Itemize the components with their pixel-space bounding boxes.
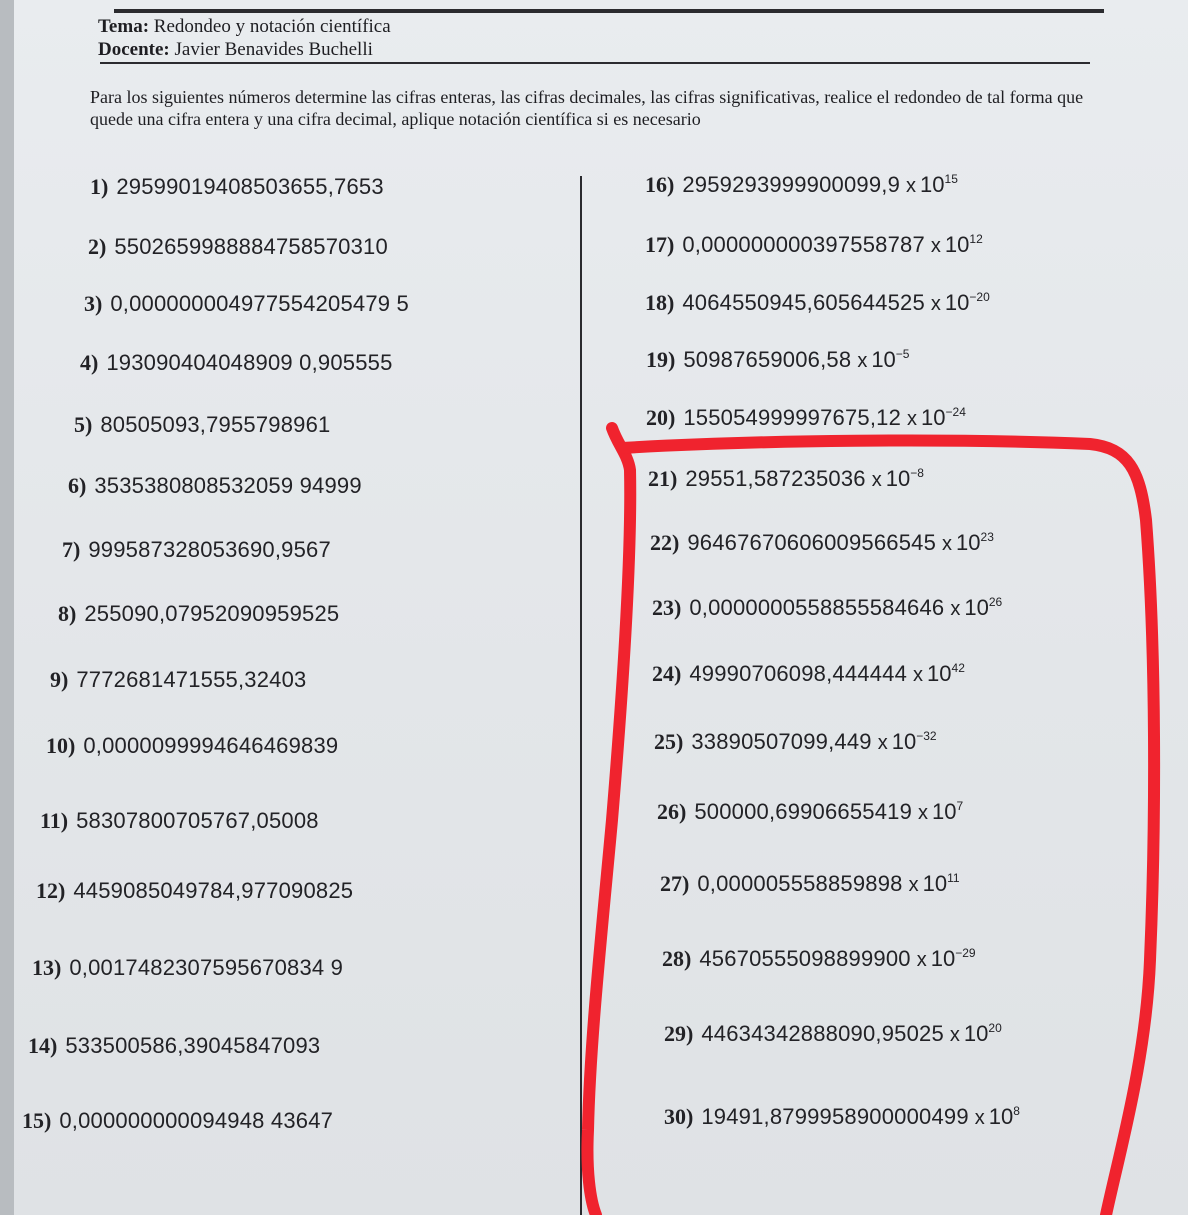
instructions: Para los siguientes números determine las cifras enteras, las cifras decimales, las cifras significativas, realice el redondeo de tal forma que quede una cifra entera y una cifra decimal, aplique notación científica si es necesario: [90, 87, 1084, 129]
exercise-number: 2): [88, 234, 107, 259]
power-base: 10: [891, 729, 917, 754]
power-exponent: −29: [955, 946, 976, 960]
times-sign: x: [950, 598, 961, 620]
exercise-item: [36, 878, 353, 904]
power-base: 10: [944, 290, 970, 315]
power-base: 10: [922, 871, 948, 896]
power-exponent: 7: [956, 799, 964, 813]
exercise-number: 26): [657, 799, 687, 824]
power-base: 10: [871, 347, 896, 372]
exercise-value: 29599019408503655,7653: [116, 174, 384, 199]
exercise-value: 33890507099,449: [691, 729, 872, 754]
times-sign: x: [871, 469, 882, 491]
exercise-number: 5): [74, 412, 93, 437]
exercise-value: 44634342888090,95025: [701, 1021, 944, 1046]
exercise-value: 96467670606009566545: [687, 530, 937, 555]
exercise-number: 15): [22, 1108, 52, 1133]
exercise-number: 18): [645, 290, 675, 315]
exercise-number: 8): [58, 601, 77, 626]
exercise-number: 19): [646, 347, 676, 372]
power-base: 10: [963, 1021, 989, 1046]
power-exponent: −32: [916, 729, 937, 743]
exercise-number: 3): [84, 291, 103, 316]
exercise-item: [646, 347, 909, 373]
exercise-item: [22, 1108, 333, 1134]
power-exponent: 15: [944, 172, 958, 186]
times-sign: x: [974, 1107, 985, 1129]
exercise-item: [654, 729, 937, 755]
exercise-item: [58, 601, 339, 627]
exercise-value: 7772681471555,32403: [76, 667, 307, 692]
exercise-value: 4459085049784,977090825: [73, 878, 354, 903]
exercise-item: [645, 172, 958, 198]
exercise-value: 19491,8799958900000499: [701, 1104, 969, 1129]
exercise-item: [68, 473, 362, 499]
exercise-item: [88, 234, 388, 260]
exercise-value: 29551,587235036: [685, 466, 866, 491]
exercise-number: 10): [46, 733, 76, 758]
exercise-value: 0,0000000558855584646: [689, 595, 945, 620]
exercise-value: 0,000005558859898: [697, 871, 903, 896]
exercise-number: 24): [652, 661, 682, 686]
exercise-item: [652, 595, 1002, 621]
power-exponent: 23: [980, 530, 994, 544]
exercise-number: 4): [80, 350, 99, 375]
power-exponent: −5: [895, 347, 910, 361]
docente-value: Javier Benavides Buchelli: [174, 39, 373, 60]
power-exponent: 20: [988, 1021, 1002, 1035]
exercise-value: 2959293999900099,9: [682, 172, 901, 197]
exercise-item: [657, 799, 963, 825]
exercise-number: 13): [32, 955, 62, 980]
power-exponent: −24: [945, 405, 966, 419]
exercise-item: [32, 955, 343, 981]
power-exponent: 26: [988, 595, 1003, 609]
exercise-value: 533500586,39045847093: [65, 1033, 321, 1058]
power-base: 10: [944, 232, 970, 257]
power-base: 10: [956, 530, 981, 555]
exercise-number: 28): [662, 946, 692, 971]
exercise-item: [74, 412, 330, 438]
exercise-value: 50987659006,58: [683, 347, 852, 372]
power-exponent: −8: [910, 466, 924, 480]
exercise-number: 6): [68, 473, 87, 498]
exercise-item: [62, 537, 331, 563]
power-exponent: 12: [969, 232, 983, 246]
times-sign: x: [930, 293, 941, 315]
exercise-item: [664, 1021, 1002, 1047]
exercise-number: 25): [654, 729, 684, 754]
power-exponent: 42: [951, 661, 965, 675]
exercise-number: 16): [645, 172, 675, 197]
exercise-value: 999587328053690,9567: [88, 537, 331, 562]
exercise-value: 45670555098899900: [699, 946, 911, 971]
exercise-number: 11): [40, 808, 69, 833]
power-base: 10: [921, 405, 946, 430]
power-base: 10: [885, 466, 911, 491]
exercise-item: [648, 466, 924, 492]
exercise-number: 30): [664, 1104, 694, 1129]
exercise-value: 0,0000099994646469839: [83, 733, 339, 758]
top-rule: [114, 9, 1104, 13]
exercise-number: 1): [90, 174, 109, 199]
exercise-item: [40, 808, 319, 834]
docente-line: [98, 39, 373, 61]
power-base: 10: [927, 661, 952, 686]
exercise-number: 9): [50, 667, 69, 692]
exercise-value: 4064550945,605644525: [682, 290, 925, 315]
power-base: 10: [920, 172, 945, 197]
times-sign: x: [942, 533, 953, 555]
exercise-number: 7): [62, 537, 81, 562]
exercise-number: 17): [645, 232, 675, 257]
times-sign: x: [877, 732, 888, 754]
exercise-value: 0,000000000397558787: [682, 232, 925, 257]
exercise-item: [84, 291, 409, 317]
times-sign: x: [857, 350, 868, 372]
tema-label: Tema:: [98, 16, 150, 37]
exercise-value: 80505093,7955798961: [100, 412, 331, 437]
tema-line: [98, 16, 391, 38]
exercise-item: [80, 350, 393, 376]
power-exponent: 8: [1013, 1104, 1020, 1118]
exercise-value: 155054999997675,12: [683, 405, 902, 430]
exercise-value: 0,000000000094948 43647: [59, 1108, 334, 1133]
exercise-number: 21): [648, 466, 678, 491]
times-sign: x: [916, 949, 927, 971]
exercise-item: [645, 290, 990, 316]
exercise-value: 58307800705767,05008: [76, 808, 319, 833]
column-divider: [580, 176, 582, 1215]
exercise-number: 14): [28, 1033, 58, 1058]
exercise-value: 0,000000004977554205479 5: [110, 291, 409, 316]
power-base: 10: [988, 1104, 1014, 1129]
exercise-number: 23): [652, 595, 682, 620]
exercise-item: [650, 530, 994, 556]
exercise-value: 255090,07952090959525: [84, 601, 340, 626]
tema-value: Redondeo y notación científica: [153, 16, 391, 37]
exercise-item: [90, 174, 384, 200]
docente-label: Docente:: [98, 39, 170, 60]
power-exponent: 11: [947, 871, 960, 885]
exercise-item: [664, 1104, 1020, 1130]
power-base: 10: [964, 595, 989, 620]
exercise-number: 20): [646, 405, 676, 430]
exercise-number: 27): [660, 871, 690, 896]
exercise-value: 0,0017482307595670834 9: [69, 955, 344, 980]
power-exponent: −20: [969, 290, 990, 304]
times-sign: x: [949, 1024, 960, 1046]
header-rule: [100, 62, 1090, 64]
exercise-item: [662, 946, 976, 972]
exercise-item: [646, 405, 966, 431]
times-sign: x: [907, 408, 918, 430]
exercise-item: [652, 661, 965, 687]
power-base: 10: [930, 946, 956, 971]
times-sign: x: [930, 235, 941, 257]
exercise-item: [50, 667, 306, 693]
exercise-number: 29): [664, 1021, 694, 1046]
exercise-value: 500000,69906655419: [694, 799, 913, 824]
power-base: 10: [932, 799, 957, 824]
exercise-item: [28, 1033, 320, 1059]
exercise-value: 193090404048909 0,905555: [106, 350, 393, 375]
exercise-value: 49990706098,444444: [689, 661, 908, 686]
exercise-item: [660, 871, 960, 897]
exercise-value: 5502659988884758570310: [114, 234, 388, 259]
exercise-item: [645, 232, 983, 258]
times-sign: x: [918, 802, 929, 824]
exercise-item: [46, 733, 338, 759]
exercise-value: 3535380808532059 94999: [94, 473, 362, 498]
times-sign: x: [906, 175, 917, 197]
exercise-number: 22): [650, 530, 680, 555]
exercise-number: 12): [36, 878, 66, 903]
times-sign: x: [913, 664, 924, 686]
times-sign: x: [908, 874, 919, 896]
